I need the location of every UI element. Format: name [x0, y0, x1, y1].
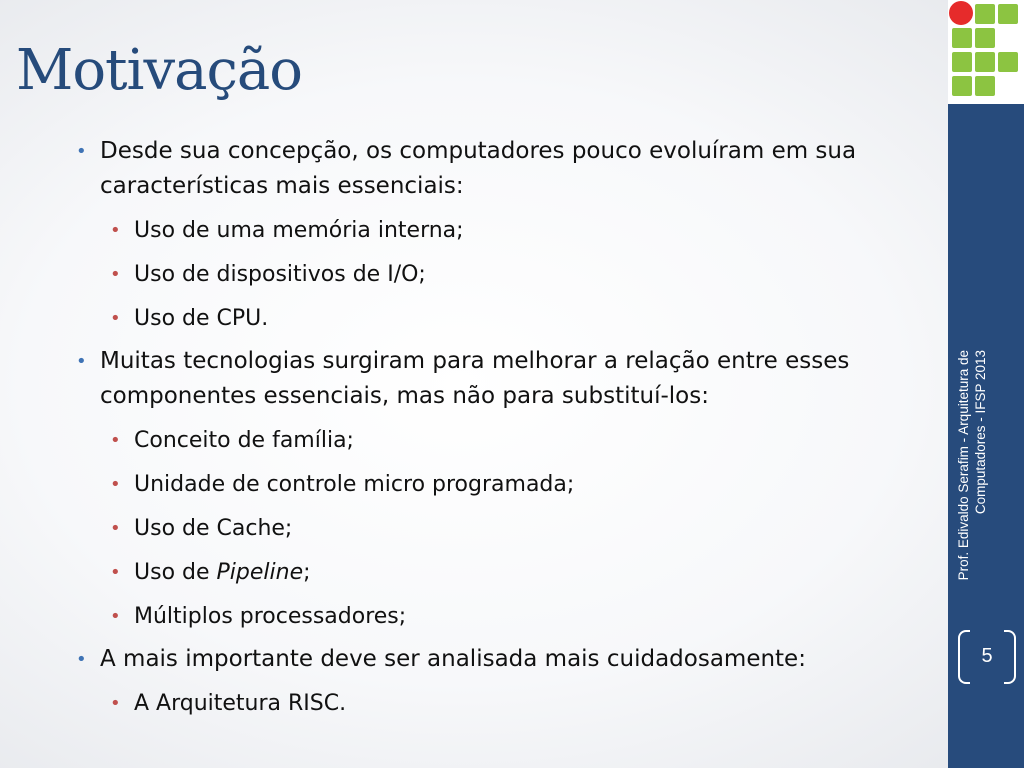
sub-bullet-dot-icon: • — [110, 606, 121, 627]
sub-bullet-item — [108, 686, 914, 721]
page-number: 5 — [981, 645, 993, 667]
logo-cell — [975, 28, 995, 48]
bullet-text: Desde sua concepção, os computadores pouco evoluíram em sua características mais essenciais: — [100, 138, 857, 199]
sub-bullet-item — [108, 555, 914, 590]
bullet-text: A mais importante deve ser analisada mais cuidadosamente: — [100, 646, 806, 672]
bullet-item — [74, 642, 914, 677]
ifsp-logo-icon — [948, 0, 1024, 104]
sub-bullet-item — [108, 511, 914, 546]
sub-bullet-text: Múltiplos processadores; — [134, 604, 407, 629]
logo-cell — [952, 52, 972, 72]
sub-bullet-dot-icon: • — [110, 308, 121, 329]
sub-bullet-item — [108, 301, 914, 336]
sub-bullet-dot-icon: • — [110, 562, 121, 583]
logo-cell — [998, 52, 1018, 72]
sub-bullet-text: Conceito de família; — [134, 428, 354, 453]
sub-bullet-item — [108, 467, 914, 502]
logo-cell — [975, 52, 995, 72]
sub-bullet-item — [108, 423, 914, 458]
slide-content — [74, 134, 914, 721]
sub-bullet-text: Uso de Cache; — [134, 516, 293, 541]
logo-cell — [952, 76, 972, 96]
logo-cell — [975, 76, 995, 96]
sub-bullet-text-prefix: Uso de — [134, 560, 217, 585]
sub-bullet-item — [108, 599, 914, 634]
sub-bullet-text: Uso de uma memória interna; — [134, 218, 464, 243]
footer-text: Prof. Edivaldo Serafim - Arquitetura de Computadores - IFSP 2013 — [956, 350, 988, 581]
bullet-dot-icon: • — [76, 351, 87, 372]
logo-cell — [952, 28, 972, 48]
slide-title: Motivação — [16, 38, 302, 103]
sub-bullet-text-suffix: ; — [303, 560, 311, 585]
sub-bullet-dot-icon: • — [110, 220, 121, 241]
page-number-badge — [958, 630, 1016, 682]
bullet-dot-icon: • — [76, 649, 87, 670]
sub-bullet-text-emphasis: Pipeline — [216, 560, 304, 585]
sub-bullet-text: A Arquitetura RISC. — [134, 691, 347, 716]
sub-bullet-dot-icon: • — [110, 518, 121, 539]
logo-cell — [998, 4, 1018, 24]
sub-bullet-dot-icon: • — [110, 474, 121, 495]
bullet-text: Muitas tecnologias surgiram para melhorar a relação entre esses componentes essenciais, mas não para substituí-los: — [100, 348, 850, 409]
sub-bullet-dot-icon: • — [110, 264, 121, 285]
sub-bullet-dot-icon: • — [110, 693, 121, 714]
bullet-item — [74, 344, 914, 414]
logo-red-circle — [949, 1, 973, 25]
sub-bullet-item — [108, 257, 914, 292]
sub-bullet-text: Uso de dispositivos de I/O; — [134, 262, 426, 287]
sub-bullet-item — [108, 213, 914, 248]
bullet-item — [74, 134, 914, 204]
sub-bullet-dot-icon: • — [110, 430, 121, 451]
bullet-dot-icon: • — [76, 141, 87, 162]
sub-bullet-text: Unidade de controle micro programada; — [134, 472, 575, 497]
sub-bullet-text: Uso de CPU. — [134, 306, 269, 331]
logo-cell — [975, 4, 995, 24]
